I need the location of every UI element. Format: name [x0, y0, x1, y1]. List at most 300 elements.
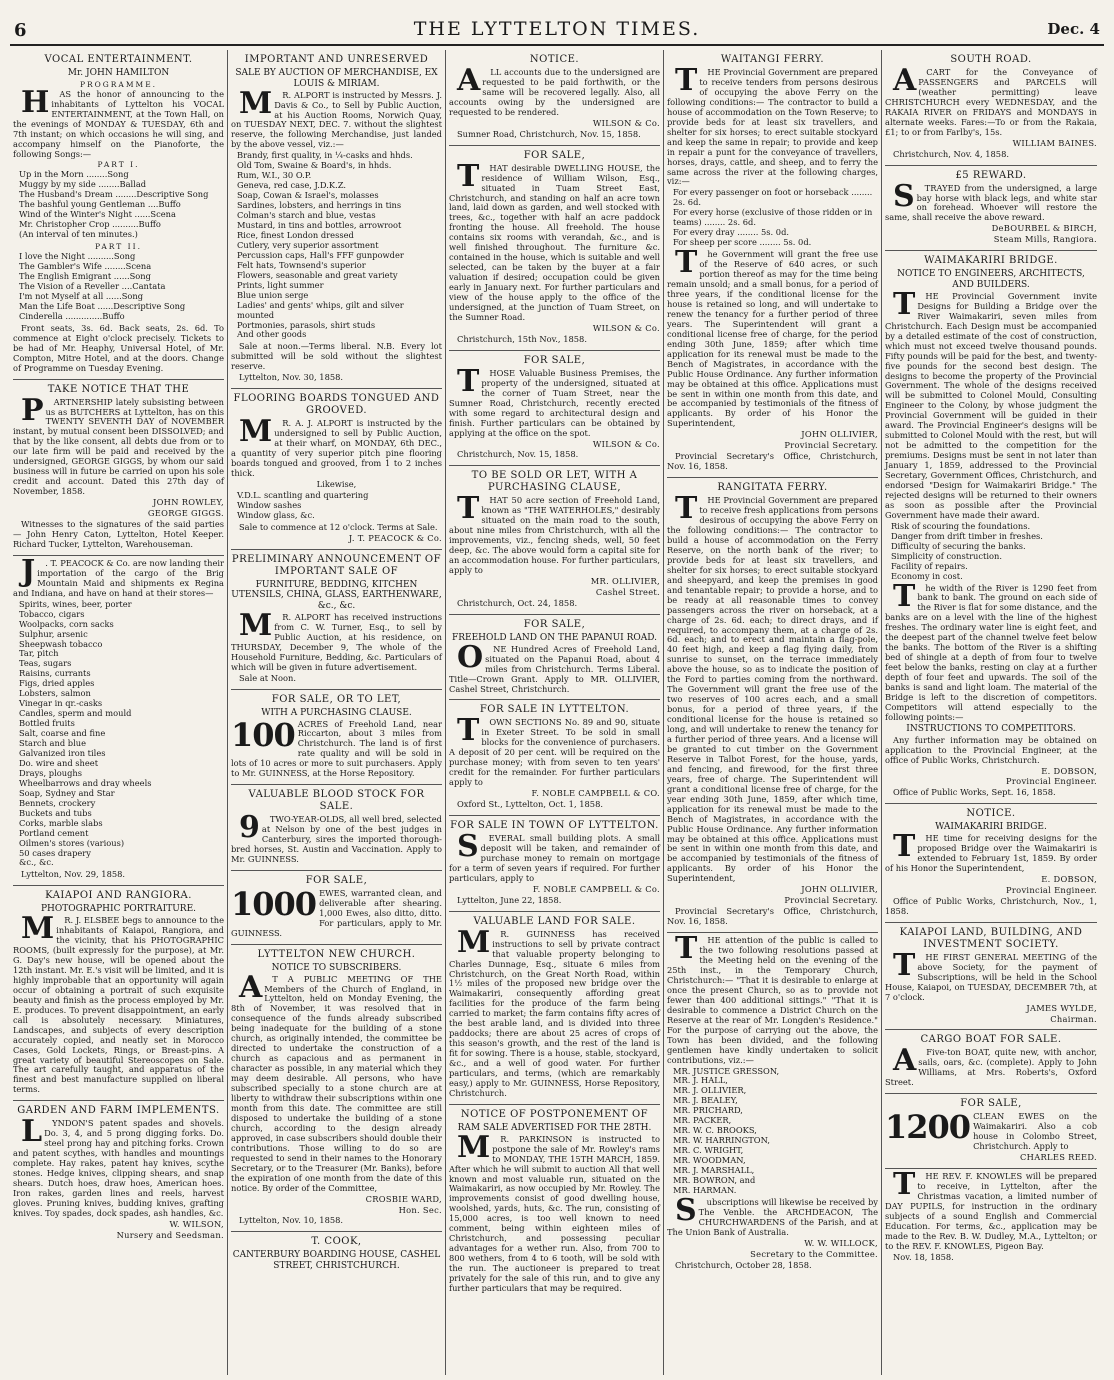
ad-subheading: RAM SALE ADVERTISED FOR THE 28TH. — [457, 1122, 652, 1133]
ad-subheading: WITH A PURCHASING CLAUSE. — [261, 707, 412, 718]
ad-heading: VALUABLE BLOOD STOCK FOR SALE. — [248, 789, 425, 813]
drop-cap: T — [457, 713, 480, 749]
list-item: Salt, coarse and fine — [19, 728, 106, 739]
large-number: 1000 — [231, 885, 317, 924]
list-item: I'm not Myself at all ......Song — [19, 290, 144, 301]
advertisement — [13, 380, 224, 556]
ad-heading: VOCAL ENTERTAINMENT. — [44, 54, 193, 65]
column-5 — [882, 50, 1100, 1375]
ad-subheading: CANTERBURY BOARDING HOUSE, CASHEL STREET, CHRISTCHURCH. — [232, 1250, 441, 1272]
list-item: The bashful young Gentleman ....Buffo — [19, 199, 181, 210]
list-item: Window glass, &c. — [237, 509, 315, 520]
list-item: Blue union serge — [237, 289, 309, 300]
advertisement — [231, 785, 442, 871]
item-list — [237, 151, 442, 340]
signature: WILSON & Co. — [592, 438, 660, 449]
advertisement — [13, 553, 224, 887]
ad-body: O NE Hundred Acres of Freehold Land, situated on the Papanui Road, about 4 miles from Christchurch. Terms Liberal. Title—Crown Grant. Apply to MR. OLLIVIER, Cashel Street, Christchurch. — [449, 639, 660, 694]
ad-date: Christchurch, 15th Nov., 1858. — [457, 333, 587, 344]
ad-date: Lyttelton, Nov. 29, 1858. — [21, 869, 126, 880]
ad-date: Nov. 18, 1858. — [893, 1251, 954, 1262]
drop-cap: P — [21, 392, 44, 428]
list-item: And other goods — [237, 329, 307, 340]
list-item: Flowers, seasonable and great variety — [237, 269, 398, 280]
ad-date: Office of Public Works, Christchurch, Nov., 1, 1858. — [885, 895, 1097, 916]
ad-subheading: SALE BY AUCTION OF MERCHANDISE, EX LOUIS & MIRIAM. — [235, 68, 438, 89]
list-item: Candles, sperm and mould — [19, 708, 132, 719]
list-item: Felt hats, Townsend's superior — [237, 259, 366, 270]
advertisement — [449, 700, 660, 816]
ad-body: H AS the honor of announcing to the inhabitants of Lyttelton his VOCAL ENTERTAINMENT, at the Town Hall, on the evenings of MONDAY & TUESDAY, 6th and 7th instant; on which occasions he will sing, and accompany himself on the Pianoforte, the following Songs:— — [13, 84, 224, 159]
list-item: Drays, ploughs — [19, 767, 83, 778]
ad-body: A LL accounts due to the undersigned are requested to be paid forthwith, or the same will be recovered legally. Also, all accounts owing by the undersigned are requested to be rendered. — [449, 63, 660, 117]
list-item: Percussion caps, Hall's FFF gunpowder — [237, 249, 404, 260]
ad-body: T HE FIRST GENERAL MEETING of the above Society, for the payment of Subscriptions, will be held in the School House, Kaiapoi, on TUESDAY, DECEMBER 7th, at 7 o'clock. — [885, 947, 1097, 1002]
signature: WILSON & Co. — [592, 117, 660, 128]
list-item: Tobacco, cigars — [19, 608, 85, 619]
ad-body: P ARTNERSHIP lately subsisting between us as BUTCHERS at Lyttelton, has on this TWENTY SEVENTH DAY of NOVEMBER instant, by mutual consent been DISSOLVED; and that by the like consent, all debts due from or to our late firm will be paid and received by the undersigned, GEORGE GIGGS, by whom our said business will in future be carried on upon his sole credit and account. Dated this 27th day of November, 1858. — [13, 392, 224, 497]
drop-cap: L — [21, 1114, 43, 1150]
list-item: For sheep per score ........ 5s. 0d. — [673, 237, 812, 248]
drop-cap: T — [893, 947, 916, 983]
ad-heading: FOR SALE, — [523, 149, 586, 161]
list-item: Old Tom, Swaine & Board's, in hhds. — [237, 160, 392, 171]
list-item: Teas, sugars — [19, 658, 72, 669]
ad-date: Christchurch, Nov. 15, 1858. — [457, 449, 579, 460]
signature: CROSBIE WARD, — [365, 1193, 442, 1204]
advertisement — [449, 466, 660, 614]
ad-body: 1000 EWES, warranted clean, and deliverable after shearing. 1,000 Ewes, also ditto, ditto. For particulars, apply to Mr. GUINNESS. — [231, 885, 442, 938]
advertisement — [449, 912, 660, 1105]
drop-cap: T — [675, 931, 698, 967]
ad-body-continued: T he Government will grant the free use of the Reserve of 640 acres, or such portion thereof as may for the time being remain unsold; and a small bonus, for a period of three years, if the conditional license for the house is retained so long, and will undertake to renew the tenancy for a further period of three years. The Superintendent will grant a conditional license free of charge, for the period ending 30th June, 1859; after which time application for its renewal must be made to the Bench of Magistrates, in accordance with the Public House Ordinance. Any further information may be obtained at this office. Applications must be sent in within one month from this date, and be accompanied by testimonials of the fitness of applicants. By order of his Honor the Superintendent, — [667, 245, 878, 429]
list-item: Tar, pitch — [19, 648, 59, 659]
list-item: &c., &c. — [19, 857, 54, 868]
song-list — [19, 252, 224, 322]
list-item: Muggy by my side ........Ballad — [19, 179, 147, 190]
drop-cap: S — [675, 1192, 697, 1228]
ad-heading: FOR SALE, — [960, 1098, 1022, 1110]
ad-date: Office of Public Works, Sept. 16, 1858. — [893, 787, 1056, 798]
item-list — [891, 522, 1097, 582]
drop-cap: A — [239, 969, 263, 1005]
ad-heading: FOR SALE, — [523, 618, 586, 630]
drop-cap: M — [239, 85, 273, 121]
advertisement — [231, 690, 442, 786]
advertisement — [885, 1094, 1097, 1169]
ad-heading: IMPORTANT AND UNRESERVED — [244, 54, 429, 65]
ad-heading: SOUTH ROAD. — [950, 54, 1032, 65]
ad-subheading: FURNITURE, BEDDING, KITCHEN UTENSILS, CHINA, GLASS, EARTHENWARE, &c., &c. — [231, 579, 442, 612]
ad-date: Oxford St., Lyttelton, Oct. 1, 1858. — [457, 799, 603, 810]
ad-body-continued: S ubscriptions will likewise be received by The Venble. the ARCHDEACON, The CHURCHWARDENS of the Parish, and at The Union Bank of Australia. — [667, 1192, 878, 1237]
ad-footer: Sale at Noon. — [239, 672, 296, 683]
ad-subheading: NOTICE TO ENGINEERS, ARCHITECTS, AND BUILDERS. — [897, 269, 1085, 291]
advertisement — [231, 550, 442, 690]
signature-title: Secretary to the Committee. — [750, 1248, 878, 1259]
ad-body: T HE attention of the public is called to the two following resolutions passed at the Meeting held on the evening of the 25th inst., in the Temporary Church, Christchurch:— "That it is desirable to enlarge at once the present Church, so as to provide not fewer than 400 additional sittings." "That it is desirable to commence a District Church on the Reserve at the rear of Mr. Longden's Residence." For the purpose of carrying out the above, the Town has been divided, and the following gentlemen have kindly undertaken to solicit contributions, viz.:— — [667, 931, 878, 1065]
drop-cap: M — [21, 911, 55, 947]
advertisement — [449, 816, 660, 912]
masthead-rule — [10, 44, 1104, 46]
list-item: MR. J. BEALEY, — [673, 1095, 738, 1106]
page-number: 6 — [14, 20, 27, 41]
column-2 — [228, 50, 446, 1375]
ad-body: T HE Provincial Government are prepared to receive tenders from persons desirous of occupying the above Ferry on the following conditions:— The contractor to build a house of accommodation on the Town Reserve; to provide beds for at least six travellers, and shelter for six horses; to erect suitable stockyard and keep the same in repair; to provide and keep in repair a punt for the conveyance of travellers, horses, drays, cattle, and sheep, and to ferry the same across the river at the following charges, viz:— — [667, 63, 878, 187]
ad-heading: £5 REWARD. — [955, 169, 1027, 181]
list-item: V.D.L. scantling and quartering — [237, 489, 369, 500]
ad-heading: KAIAPOI LAND, BUILDING, AND INVESTMENT SOCIETY. — [899, 926, 1083, 950]
ad-body: 100 ACRES of Freehold Land, near Riccarton, about 3 miles from Christchurch. The land is of first rate quality and will be sold in lots of 10 acres or more to suit purchasers. Apply to Mr. GUINNESS, at the Horse Repository. — [231, 715, 442, 779]
ad-date: Provincial Secretary's Office, Christchurch, Nov. 16, 1858. — [667, 451, 878, 472]
large-number: 100 — [231, 715, 295, 754]
ad-heading: FOR SALE, — [523, 354, 586, 366]
drop-cap: T — [893, 286, 916, 322]
ad-body: T HOSE Valuable Business Premises, the property of the undersigned, situated at the corner of Tuam Street, near the Sumner Road, Christchurch, recently erected with some regard to architectural design and finish. Further particulars can be obtained by applying at the office on the spot. — [449, 363, 660, 438]
list-item: Wheelbarrows and dray wheels — [19, 777, 152, 788]
advertisement — [885, 1030, 1097, 1094]
drop-cap: T — [893, 1167, 916, 1203]
drop-cap: S — [457, 829, 479, 865]
list-item: Spirits, wines, beer, porter — [19, 598, 132, 609]
ad-body: A Five-ton BOAT, quite new, with anchor, sails, oars, &c. (complete). Apply to John Williams, at Mrs. Roberts's, Oxford Street. — [885, 1043, 1097, 1088]
ad-date: Sumner Road, Christchurch, Nov. 15, 1858. — [457, 128, 641, 139]
ad-body: M R. PARKINSON is instructed to postpone the sale of Mr. Rowley's rams to MONDAY, THE 15TH MARCH, 1859. After which he will submit to auction All that well known and most valuable run, situated on the Waimakariri, as now occupied by Mr. Rowley. The improvements consist of good dwelling house, woolshed, yards, huts, &c. The run, consisting of 15,000 acres, is too well known to need comment, being within eighteen miles of Christchurch, and possessing peculiar advantages for a wether run. Also, from 700 to 800 wethers, from 4 to 6 tooth, will be sold with the run. The auctioneer is prepared to treat privately for the sale of this run, and to give any further particulars that may be required. — [449, 1129, 660, 1293]
programme-label: PROGRAMME. — [79, 79, 158, 89]
item-list — [237, 491, 442, 521]
ad-body: A T A PUBLIC MEETING OF THE Members of the Church of England, in Lyttelton, held on Monday Evening, the 8th of November, it was resolved that in consequence of the funds already subscribed being inadequate for the building of a stone church, as originally intended, the committee be directed to undertake the construction of a church as capacious and as permanent in character as possible, in any material which they may deem desirable. All persons, who have subscribed specially to a stone church are at liberty to withdraw their subscriptions within one month from this date. The committee are still disposed to undertake the building of a stone church, according to the design already approved, in case subscribers should double their contributions. Those willing to do so are requested to send in their names to the Honorary Secretary, or to the Treasurer (Mr. Banks), before the expiration of one month from the date of this notice. By order of the Committee, — [231, 969, 442, 1193]
advertisement — [231, 1232, 442, 1277]
list-item: Figs, dried apples — [19, 678, 95, 689]
ad-body: 9 TWO-YEAR-OLDS, all well bred, selected at Nelson by one of the best judges in Canterbury, sires the imported thorough-bred horses, St. Austin and Vaccination. Apply to Mr. GUINNESS. — [231, 810, 442, 865]
signature-title: Provincial Engineer. — [1006, 884, 1097, 895]
drop-cap: M — [457, 924, 491, 960]
column-3 — [446, 50, 664, 1375]
signature: WILLIAM BAINES. — [1012, 137, 1097, 148]
signature-title: Chairman. — [1050, 1013, 1097, 1024]
ad-body: M R. ALPORT is instructed by Messrs. J. Davis & Co., to Sell by Public Auction, at his Auction Rooms, Norwich Quay, on TUESDAY NEXT, DEC. 7. without the slightest reserve, the following Merchandise, just landed by the above vessel, viz.:— — [231, 85, 442, 150]
ad-body: M R. GUINNESS has received instructions to sell by private contract that valuable property belonging to Charles Dunnage, Esq., situate 6 miles from Christchurch, on the Great North Road, within 1½ miles of the proposed new bridge over the Waimakariri, consequently affording great facilities for the produce of the farm being carried to market; the farm contains fifty acres of the best arable land, and is divided into three paddocks; there are about 25 acres of crops of this season's growth, and the rest of the land is fit for sowing. There is a house, stable, stockyard, &c., and a well of good water. For further particulars, and terms, (which are remarkably easy,) apply to Mr. GUINNESS, Horse Repository, Christchurch. — [449, 924, 660, 1098]
list-item: MR. C. WRIGHT, — [673, 1145, 744, 1156]
drop-cap: 9 — [239, 810, 260, 846]
drop-cap: T — [893, 829, 916, 865]
advertisement — [885, 1169, 1097, 1268]
advertisement — [449, 615, 660, 701]
ad-body: T HAT 50 acre section of Freehold Land, known as "THE WATERHOLES," desirably situated on the main road to the south, about nine miles from Christchurch, with all the improvements, viz., fencing sheds, well, 50 feet deep, &c. The above would form a capital site for an accommodation house. For further particulars, apply to — [449, 491, 660, 576]
signature-title: Provincial Secretary. — [784, 895, 878, 906]
advertisement — [885, 251, 1097, 804]
list-item: The Gambler's Wife ........Scena — [19, 261, 152, 272]
signature: CHARLES REED. — [1020, 1152, 1097, 1163]
drop-cap: T — [893, 578, 916, 614]
drop-cap: J — [21, 553, 36, 589]
ad-heading: GARDEN AND FARM IMPLEMENTS. — [17, 1105, 220, 1117]
ad-footer: Sale to commence at 12 o'clock. Terms at Sale. — [239, 521, 438, 532]
ad-heading: TO BE SOLD OR LET, WITH A PURCHASING CLAUSE, — [471, 470, 638, 494]
ad-subheading: Mr. JOHN HAMILTON — [67, 68, 170, 78]
advertisement — [449, 50, 660, 146]
ad-subheading: FREEHOLD LAND ON THE PAPANUI ROAD. — [451, 632, 657, 643]
advertisement — [449, 146, 660, 351]
ad-body: M R. A. J. ALPORT is instructed by the undersigned to sell by Public Auction, at their wharf, on MONDAY, 6th DEC., a quantity of very superior pitch pine flooring boards tongued and grooved, from 1 to 2 inches thick. — [231, 414, 442, 478]
advertisement — [13, 886, 224, 1101]
drop-cap: O — [457, 639, 484, 675]
ad-heading: NOTICE. — [966, 808, 1016, 820]
ad-heading: WAITANGI FERRY. — [720, 54, 825, 65]
ad-heading: NOTICE OF POSTPONEMENT OF — [460, 1108, 649, 1120]
ad-heading: FOR SALE IN TOWN OF LYTTELTON. — [450, 820, 659, 832]
issue-date: Dec. 4 — [1047, 20, 1100, 38]
list-item: Portmonies, parasols, shirt studs — [237, 319, 376, 330]
ad-subheading: INSTRUCTIONS TO COMPETITORS. — [906, 723, 1076, 734]
ad-body-continued: T he width of the River is 1290 feet from bank to bank. The ground on each side of the River is flat for some distance, and the banks are on a level with the line of the highest freshes. The ordinary water line is eight feet, and the deepest part of the channel twelve feet below the banks. The bottom of the River is a shifting bed of shingle at a depth of from four to twelve feet below the banks, resting on clay at a further depth of four feet and upwards. The soil of the banks is sand and light loam. The material of the Bridge is left to the discretion of competitors. Competitors will attend especially to the following points:— — [885, 578, 1097, 722]
list-item: Up in the Morn ........Song — [19, 169, 129, 180]
ad-body: 1200 CLEAN EWES on the Waimakariri. Also a cob house in Colombo Street, Christchurch. Apply to — [885, 1108, 1097, 1152]
list-item: Portland cement — [19, 827, 89, 838]
drop-cap: T — [675, 491, 698, 527]
ad-footer: Sale at noon.—Terms liberal. N.B. Every lot submitted will be sold without the slightest reserve. — [231, 341, 442, 372]
signature: F. NOBLE CAMPBELL & Co. — [532, 883, 660, 894]
ad-body: M R. ALPORT has received instructions from C. W. Turner, Esq., to sell by Public Auction, at his residence, on THURSDAY, December 9, The whole of the Household Furniture, Bedding, &c. Particulars of which will be given in future advertisement. — [231, 608, 442, 672]
list-item: MR. PACKER, — [673, 1115, 732, 1126]
advertisement — [449, 351, 660, 467]
signature-title: Provincial Engineer. — [1006, 776, 1097, 787]
list-item: Cinderella ..............Buffo — [19, 310, 125, 321]
list-item: Mustard, in tins and bottles, arrowroot — [237, 219, 402, 230]
ad-heading: NOTICE. — [529, 54, 580, 65]
advertisement — [667, 50, 878, 478]
signature: W. W. WILLOCK, — [804, 1237, 878, 1248]
ad-subheading: PHOTOGRAPHIC PORTRAITURE. — [40, 904, 197, 915]
drop-cap: M — [457, 1129, 491, 1165]
drop-cap: T — [675, 245, 698, 281]
ad-heading: VALUABLE LAND FOR SALE. — [473, 915, 636, 927]
drop-cap: S — [893, 178, 915, 214]
item-list — [673, 188, 878, 248]
newspaper-columns — [10, 50, 1104, 1375]
list-item: Geneva, red case, J.D.K.Z. — [237, 180, 346, 191]
advertisement — [885, 166, 1097, 252]
list-item: MR. JUSTICE GRESSON, — [673, 1065, 780, 1076]
list-item: Brandy, first quality, in ¼-casks and hhds. — [237, 150, 413, 161]
signature: F. NOBLE CAMPBELL & CO. — [531, 788, 660, 799]
drop-cap: T — [457, 158, 480, 194]
list-item: Soap, Sydney and Star — [19, 787, 115, 798]
list-item: Prints, light summer — [237, 279, 324, 290]
drop-cap: A — [457, 63, 481, 98]
list-item: The English Emigrant ......Song — [19, 271, 151, 282]
ad-heading: TAKE NOTICE THAT THE — [47, 383, 190, 395]
ad-heading: KAIAPOI AND RANGIORA. — [45, 890, 192, 902]
advertisement — [13, 50, 224, 380]
ad-heading: PRELIMINARY ANNOUNCEMENT OF IMPORTANT SALE OF — [231, 553, 442, 577]
ad-body: T OWN SECTIONS No. 89 and 90, situate in Exeter Street. To be sold in small blocks for the convenience of purchasers. A deposit of 20 per cent. will be required on the purchase money; with from seven to ten years' credit for the remainder. For further particulars apply to — [449, 713, 660, 788]
song-list — [19, 170, 224, 240]
drop-cap: A — [893, 63, 917, 98]
ad-heading: LYTTELTON NEW CHURCH. — [257, 948, 416, 960]
ad-body: S TRAYED from the undersigned, a large bay horse with black legs, and white star on forehead. Whoever will restore the same, shall receive the above reward. — [885, 178, 1097, 223]
list-item: Risk of scouring the foundations. — [891, 520, 1031, 531]
ad-body: M R. J. ELSBEE begs to announce to the inhabitants of Kaiapoi, Rangiora, and the vicinity, that his PHOTOGRAPHIC ROOMS, (built expressly for the purpose), at Mr. G. Day's new house, will be opened about the 12th instant. Mr. E.'s visit will be limited, and it is highly improbable that an opportunity will again occur of obtaining a portrait of such exquisite beauty and finish as the process employed by Mr. E. produces. To prevent disappointment, an early call is absolutely necessary. Miniatures, Landscapes, and subjects of every description accurately copied, and neatly set in Morocco Cases, Gold Lockets, Rings, or Breast-pins. A great variety of beautiful Stereoscopes on Sale. The art carefully taught, and apparatus of the finest and best manufacture supplied on liberal terms. — [13, 911, 224, 1095]
ad-body: A CART for the Conveyance of PASSENGERS and PARCELS will (weather permitting) leave CHRISTCHURCH every WEDNESDAY, and the RAKAIA RIVER on FRIDAYS and MONDAYS in alternate weeks. Fares:—To or from the Rakaia, £1; to or from Farlby's, 15s. — [885, 63, 1097, 137]
advertisement — [231, 945, 442, 1233]
signature-title: Provincial Secretary. — [784, 440, 878, 451]
list-item: Rice, finest London dressed — [237, 229, 354, 240]
signature: DeBOURBEL & BIRCH, — [991, 223, 1097, 234]
list-item: Bennets, crockery — [19, 797, 96, 808]
list-item: Oilmen's stores (various) — [19, 837, 125, 848]
advertisement — [667, 933, 878, 1275]
list-item: Buckets and tubs — [19, 807, 92, 818]
list-item: Soap, Cowan & Israel's, molasses — [237, 190, 379, 201]
list-item: Simplicity of construction. — [891, 550, 1002, 561]
list-item: MR. J. MARSHALL, — [673, 1165, 755, 1176]
drop-cap: H — [21, 84, 50, 120]
signature-title: Nursery and Seedsman. — [116, 1229, 224, 1240]
list-item: MR. PRICHARD, — [673, 1105, 743, 1116]
ad-date: Lyttelton, Nov. 10, 1858. — [239, 1215, 344, 1226]
advertisement — [231, 389, 442, 549]
list-item: Corks, marble slabs — [19, 817, 103, 828]
ad-date: Christchurch, Nov. 4, 1858. — [893, 148, 1010, 159]
newspaper-title: THE LYTTELTON TIMES. — [413, 18, 701, 40]
list-item: MR. HARMAN. — [673, 1184, 737, 1195]
advertisement — [231, 50, 442, 389]
list-item: Colman's starch and blue, vestas — [237, 210, 376, 221]
advertisement — [231, 871, 442, 945]
ad-subheading: NOTICE TO SUBSCRIBERS. — [271, 962, 402, 973]
list-item: Sardines, lobsters, and herrings in tins — [237, 200, 402, 211]
drop-cap: A — [893, 1043, 917, 1079]
advertisement — [13, 1101, 224, 1245]
ad-body: J . T. PEACOCK & Co. are now landing their importation of the cargo of the Brig Mountain Maid and shipments ex Regina and Indiana, and have on hand at their stores— — [13, 553, 224, 598]
list-item: For every horse (exclusive of those ridden or in teams) ........ 2s. 6d. — [673, 207, 873, 228]
list-item: MR. W. HARRINGTON, — [673, 1135, 770, 1146]
ad-heading: FLOORING BOARDS TONGUED AND GROOVED. — [233, 393, 440, 417]
witness-note: Witnesses to the signatures of the said parties— John Henry Caton, Lyttelton, Hotel Keeper. Richard Tucker, Lyttelton, Warehouseman. — [13, 519, 224, 549]
ad-date: Christchurch, October 28, 1858. — [675, 1259, 812, 1270]
signature: E. DOBSON, — [1041, 874, 1097, 884]
advertisement — [885, 50, 1097, 166]
list-item: Galvanized iron tiles — [19, 747, 106, 758]
ad-date: Christchurch, Oct. 24, 1858. — [457, 597, 578, 608]
drop-cap: T — [675, 63, 698, 98]
list-item: Rum, W.I., 30 O.P. — [237, 170, 312, 181]
advertisement — [885, 804, 1097, 922]
list-item: Difficulty of securing the banks. — [891, 540, 1026, 551]
advertisement — [885, 923, 1097, 1031]
ad-body: T HE Provincial Government invite Designs for Building a Bridge over the River Waimakariri, seven miles from Christchurch. Each Design must be accompanied by a detailed estimate of the cost of construction, which must not exceed twelve thousand pounds. Fifty pounds will be paid for the best, and twenty-five pounds for the second best design. The designs to become the property of the Provincial Government. The whole of the designs received will be submitted to Colonel Mould, Consulting Engineer to the Colony, by whose judgment the Provincial Government will be guided in their award. The Provincial Engineer's designs will be submitted to Colonel Mould with the rest, but will not be admitted to the competition for the premiums. Designs must be sent in not later than January 1, 1859, addressed to the Provincial Secretary, Government Offices, Christchurch, and endorsed "Design for Waimakariri Bridge." The rejected designs will be returned to their owners as soon as possible after the Provincial Government have made their award. — [885, 286, 1097, 520]
item-list — [19, 600, 224, 869]
part-label: PART II. — [95, 242, 142, 252]
list-item: MR. J. HALL, — [673, 1075, 728, 1086]
large-number: 1200 — [885, 1108, 971, 1147]
signature: MR. OLLIVIER, — [590, 576, 660, 587]
ad-footer: Front seats, 3s. 6d. Back seats, 2s. 6d. To commence at Eight o'clock precisely. Tickets to be had of Mr. Heaphy, Universal Hotel, of Mr. Compton, Mitre Hotel, and at the doors. Change of Programme on Tuesday Evening. — [13, 322, 224, 373]
ad-heading: CARGO BOAT FOR SALE. — [920, 1034, 1062, 1046]
ad-heading: T. COOK, — [311, 1236, 362, 1248]
list-item: The Vision of a Reveller ....Cantata — [19, 281, 166, 291]
signature-title: GEORGE GIGGS. — [147, 508, 224, 519]
list-item: Bottled fruits — [19, 718, 75, 729]
ad-heading: FOR SALE, — [305, 875, 368, 887]
list-item: For every dray ........ 5s. 0d. — [673, 227, 790, 238]
list-item: Sheepwash tobacco — [19, 638, 103, 649]
ad-body: T HAT desirable DWELLING HOUSE, the residence of William Wilson, Esq., situated in Tuam Street East, Christchurch, and standing on half an acre town land, laid down as garden, and well stocked with trees, &c., together with half an acre paddock fronting the house. All freehold. The house contains six rooms with verandah, &c., and is well finished throughout. The furniture &c. contained in the house, which is suitable and well selected, can be taken by the buyer at a fair valuation if desired; occupation could be given early in January next. For further particulars and view of the house apply to the office of the undersigned, at the junction of Tuam Street, on the Sumner Road. — [449, 158, 660, 322]
column-4 — [664, 50, 882, 1375]
drop-cap: T — [457, 491, 480, 527]
list-item: The Husband's Dream ........Descriptive Song — [19, 189, 209, 200]
signature: JAMES WYLDE, — [1026, 1002, 1097, 1013]
signature-title: Hon. Sec. — [398, 1204, 442, 1215]
likewise-label: Likewise, — [316, 478, 357, 489]
ad-date: Provincial Secretary's Office, Christchurch, Nov. 16, 1858. — [667, 906, 878, 927]
ad-date: Lyttelton, June 22, 1858. — [457, 894, 562, 905]
signature-title: Steam Mills, Rangiora. — [993, 234, 1097, 245]
list-item: Cutlery, very superior assortment — [237, 239, 379, 250]
list-item: I love the Night ..........Song — [19, 251, 136, 262]
list-item: MR. WOODMAN, — [673, 1155, 746, 1166]
list-item: Lobsters, salmon — [19, 688, 91, 699]
signature: JOHN OLLIVIER, — [801, 884, 878, 895]
drop-cap: M — [239, 414, 273, 450]
list-item: MR. BOWRON, and — [673, 1174, 756, 1185]
drop-cap: T — [457, 363, 480, 399]
list-item: Vinegar in qr.-casks — [19, 698, 103, 709]
list-item: MR. W. C. BROOKS, — [673, 1125, 757, 1136]
ad-body: T HE REV. F. KNOWLES will be prepared to receive, in Lyttelton, after the Christmas vacation, a limited number of DAY PUPILS, for instruction in the ordinary subjects of a sound English and Commercial Education. For terms, &c., application may be made to the Rev. B. W. Dudley, M.A., Lyttelton; or to the REV. F. KNOWLES, Pigeon Bay. — [885, 1167, 1097, 1251]
ad-date: Lyttelton, Nov. 30, 1858. — [239, 372, 344, 383]
list-item: (An interval of ten minutes.) — [19, 229, 138, 240]
ad-body: L YNDON'S patent spades and shovels. Do. 3, 4, and 5 prong digging forks. Do. steel prong hay and pitching forks. Crown and patent scythes, with handles and mountings complete. Hay rakes, patent hay knives, scythe stones. Hedge knives, clipping shears, and snap shears. Dutch hoes, draw hoes, American hoes. Iron rakes, garden lines and reels, harvest gloves. Pruning knives, budding knives, grafting knives. Toy spades, dock spades, ash handles, &c. — [13, 1114, 224, 1218]
signature-title: Cashel Street. — [595, 586, 660, 597]
signature: E. DOBSON, — [1041, 765, 1097, 776]
ad-subheading: WAIMAKARIRI BRIDGE. — [935, 822, 1047, 833]
list-item: Ladies' and gents' whips, gilt and silver mounted — [237, 299, 404, 320]
list-item: Woolpacks, corn sacks — [19, 618, 114, 629]
ad-body: S EVERAL small building plots. A small deposit will be taken, and remainder of purchase money to remain on mortgage for a term of seven years if required. For further particulars, apply to — [449, 829, 660, 883]
ad-heading: FOR SALE, OR TO LET, — [271, 693, 402, 705]
list-item: Man the Life Boat ......Descriptive Song — [19, 300, 186, 311]
list-item: Mr. Christopher Crop ..........Buffo — [19, 219, 161, 230]
ad-footer: Any further information may be obtained on application to the Provincial Engineer, at the office of Public Works, Christchurch. — [885, 734, 1097, 765]
signature: JOHN ROWLEY, — [152, 497, 224, 508]
ad-heading: FOR SALE IN LYTTELTON. — [479, 704, 630, 716]
part-label: PART I. — [97, 160, 140, 170]
signature: WILSON & Co. — [592, 322, 660, 333]
list-item: Starch and blue — [19, 738, 87, 749]
list-item: Economy in cost. — [891, 570, 963, 581]
signature: JOHN OLLIVIER, — [801, 429, 878, 440]
ad-heading: RANGITATA FERRY. — [717, 482, 828, 494]
list-item: Danger from drift timber in freshes. — [891, 530, 1043, 541]
list-item: Wind of the Winter's Night ......Scena — [19, 209, 176, 220]
advertisement — [667, 478, 878, 933]
signature: J. T. PEACOCK & Co. — [348, 532, 442, 543]
ad-body: T HE time for receiving designs for the proposed Bridge over the Waimakariri is extended to February 1st, 1859. By order of his Honor the Superintendent, — [885, 829, 1097, 874]
list-item: MR. J. OLLIVIER, — [673, 1085, 747, 1096]
list-item: 50 cases drapery — [19, 847, 91, 858]
names-list — [673, 1067, 878, 1196]
ad-body: T HE Provincial Government are prepared to receive fresh applications from persons desirous of occupying the above Ferry on the following conditions:— The contractor to build a house of accommodation on the Ferry Reserve, on the north bank of the river; to provide beds for at least six travellers, and shelter for six horses; to erect suitable stockyard and sheepyard, and keep the premises in good and tenantable repair; to provide a horse, and to be ready at all reasonable times to convey passengers across the river on horseback, at a charge of 2s. 6d. each; to direct drays, and if required, to accompany them, at a charge of 2s. 6d. each; and to erect and maintain a flag-pole, 40 feet high, and keep a flag flying daily, from sunrise to sunset, on the terrace immediately above the house, so as to indicate the position of the Ford to parties coming from the northward. The Government will grant the free use of the two reserves of 100 acres each, and a small bonus, for a period of three years, if the conditional license for the house is retained so long, and will undertake to renew the tenancy for a further period of three years. And a license will be granted to cut timber on the Government Reserve in Talbot Forest, for the house, yards, and fencing, and firewood, for the first three years, free of charge. The Superintendent will grant a conditional license free of charge, for the year ending 30th June, 1859, after which time, application for its renewal must be made to the Bench of Magistrates, in accordance with the Public House Ordinance. Any further information may be obtained at this office. Applications must be sent in within one month from this date, and be accompanied by testimonials of the fitness of applicants. By order of his Honor the Superintendent, — [667, 491, 878, 884]
list-item: Raisins, currants — [19, 668, 91, 679]
column-1 — [10, 50, 228, 1375]
advertisement — [449, 1105, 660, 1299]
list-item: Window sashes — [237, 499, 302, 510]
masthead — [0, 0, 1114, 46]
list-item: Facility of repairs. — [891, 560, 968, 571]
list-item: For every passenger on foot or horseback ........ 2s. 6d. — [673, 187, 873, 208]
